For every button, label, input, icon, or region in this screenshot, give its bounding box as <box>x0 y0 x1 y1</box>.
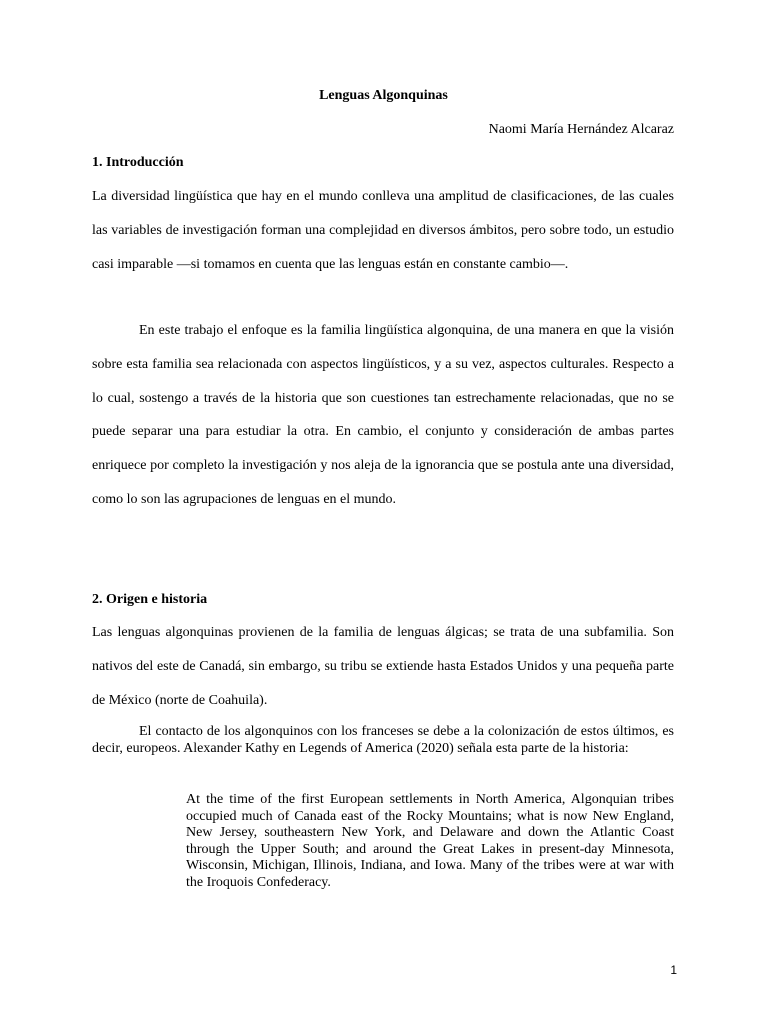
section-heading-introduccion: 1. Introducción <box>92 155 184 170</box>
paragraph-intro-2: En este trabajo el enfoque es la familia lingüística algonquina, de una manera en que la visión sobre esta familia sea relacionada con aspectos lingüísticos, y a su vez, aspectos culturales. Respecto a lo cual, sostengo a través de la historia que son cuestiones tan estrechamente relacionadas, que no se puede separar una para estudiar la otra. En cambio, el conjunto y consideración de ambas partes enriquece por completo la investigación y nos aleja de la ignorancia que se postula ante una diversidad, como lo son las agrupaciones de lenguas en el mundo. <box>92 323 674 507</box>
document-author: Naomi María Hernández Alcaraz <box>488 122 674 137</box>
paragraph-origen-2: El contacto de los algonquinos con los franceses se debe a la colonización de estos últimos, es decir, europeos. Alexander Kathy en Legends of America (2020) señala esta parte de la historia: <box>92 724 674 756</box>
document-title: Lenguas Algonquinas <box>319 88 448 103</box>
paragraph-origen-1: Las lenguas algonquinas provienen de la familia de lenguas álgicas; se trata de una subfamilia. Son nativos del este de Canadá, sin embargo, su tribu se extiende hasta Estados Unidos y una pequeña parte de México (norte de Coahuila). <box>92 625 674 708</box>
block-quote: At the time of the first European settlements in North America, Algonquian tribes occupied much of Canada east of the Rocky Mountains; what is now New England, New Jersey, southeastern New York, and Delaware and down the Atlantic Coast through the Upper South; and around the Great Lakes in present-day Minnesota, Wisconsin, Michigan, Illinois, Indiana, and Iowa. Many of the tribes were at war with the Iroquois Confederacy. <box>186 792 674 890</box>
section-heading-origen-historia: 2. Origen e historia <box>92 592 208 607</box>
paragraph-intro-1: La diversidad lingüística que hay en el mundo conlleva una amplitud de clasificaciones, de las cuales las variables de investigación forman una complejidad en diversos ámbitos, pero sobre todo, un estudio casi imparable —si tomamos en cuenta que las lenguas están en constante cambio—. <box>92 189 674 272</box>
page-number: 1 <box>670 963 677 977</box>
